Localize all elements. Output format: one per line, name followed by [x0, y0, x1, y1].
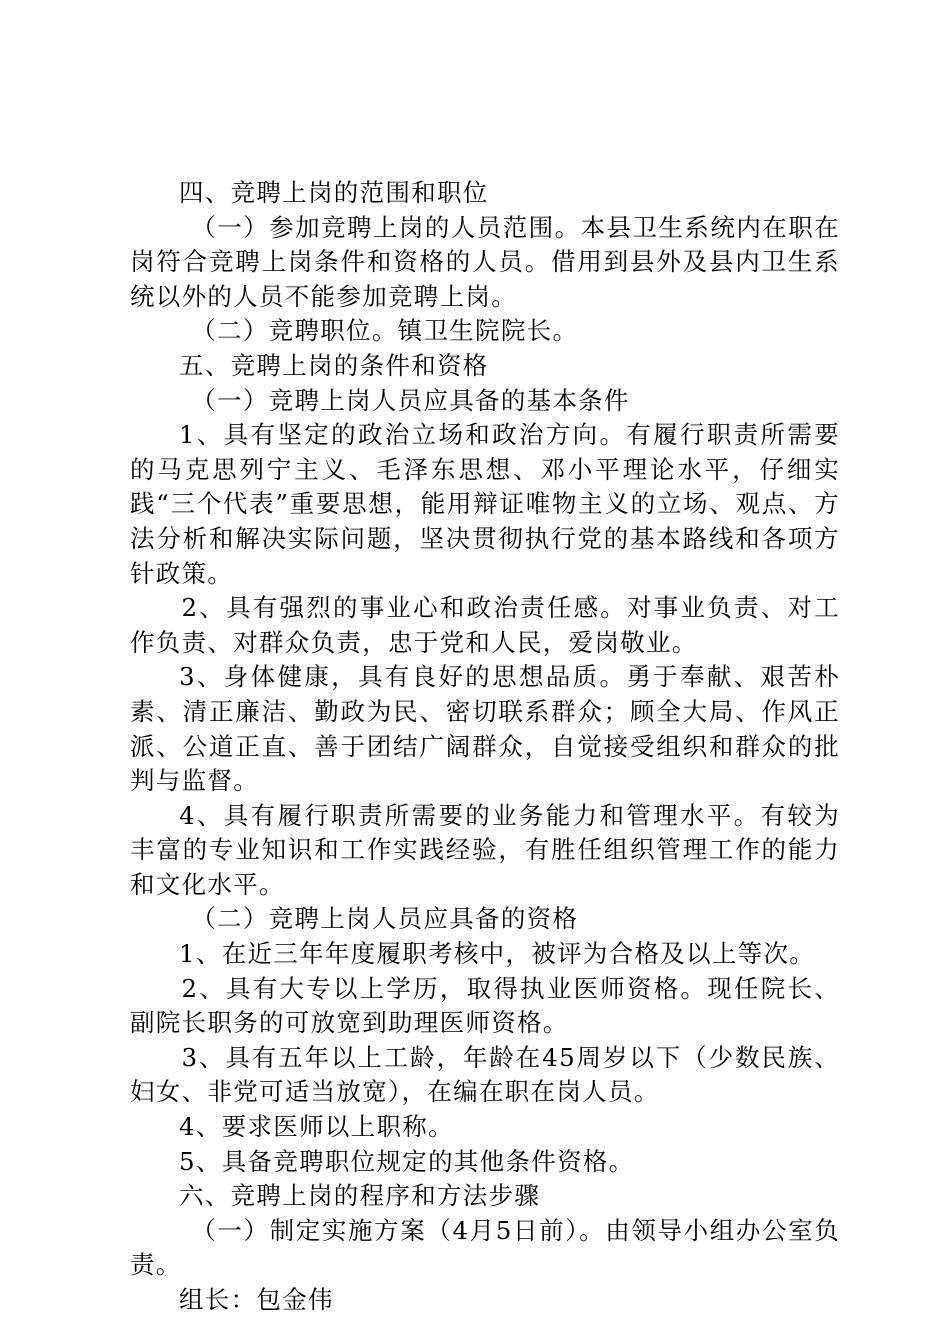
- paragraph-qualification-5: 5、具备竞聘职位规定的其他条件资格。: [179, 1146, 635, 1176]
- subheading-basic-conditions: （一）竞聘上岗人员应具备的基本条件: [191, 385, 630, 415]
- subheading-qualifications: （二）竞聘上岗人员应具备的资格: [191, 904, 579, 934]
- section-heading-5: 五、竞聘上岗的条件和资格: [179, 350, 489, 380]
- paragraph-qualification-3: 3、具有五年以上工龄，年龄在45周岁以下（少数民族、妇女、非党可适当放宽），在编在职在岗人员。: [130, 1042, 840, 1107]
- section-heading-4: 四、竞聘上岗的范围和职位: [179, 178, 489, 207]
- paragraph-qualification-2: 2、具有大专以上学历，取得执业医师资格。现任院长、副院长职务的可放宽到助理医师资格。: [130, 973, 840, 1038]
- paragraph-plan: （一）制定实施方案（4月5日前）。由领导小组办公室负责。: [130, 1215, 840, 1280]
- document-body: [130, 176, 840, 1318]
- paragraph-team-leader: 组长：包金伟: [179, 1285, 334, 1314]
- paragraph-condition-4: 4、具有履行职责所需要的业务能力和管理水平。有较为丰富的专业知识和工作实践经验，有胜任组织管理工作的能力和文化水平。: [130, 800, 840, 899]
- paragraph-scope: （一）参加竞聘上岗的人员范围。本县卫生系统内在职在岗符合竞聘上岗条件和资格的人员。借用到县外及县内卫生系统以外的人员不能参加竞聘上岗。: [130, 212, 840, 311]
- section-heading-6: 六、竞聘上岗的程序和方法步骤: [179, 1181, 541, 1211]
- paragraph-qualification-1: 1、在近三年年度履职考核中，被评为合格及以上等次。: [179, 939, 816, 969]
- paragraph-condition-3: 3、身体健康，具有良好的思想品质。勇于奉献、艰苦朴素、清正廉洁、勤政为民、密切联系群众；顾全大局、作风正派、公道正直、善于团结广阔群众，自觉接受组织和群众的批判与监督。: [130, 662, 840, 796]
- paragraph-condition-1: 1、具有坚定的政治立场和政治方向。有履行职责所需要的马克思列宁主义、毛泽东思想、邓小平理论水平，仔细实践“三个代表”重要思想，能用辩证唯物主义的立场、观点、方法分析和解决实际问题，坚决贯彻执行党的基本路线和各项方针政策。: [130, 420, 840, 588]
- paragraph-condition-2: 2、具有强烈的事业心和政治责任感。对事业负责、对工作负责、对群众负责，忠于党和人民，爱岗敬业。: [130, 593, 840, 657]
- paragraph-qualification-4: 4、要求医师以上职称。: [179, 1112, 454, 1142]
- paragraph-position: （二）竞聘职位。镇卫生院院长。: [191, 316, 579, 346]
